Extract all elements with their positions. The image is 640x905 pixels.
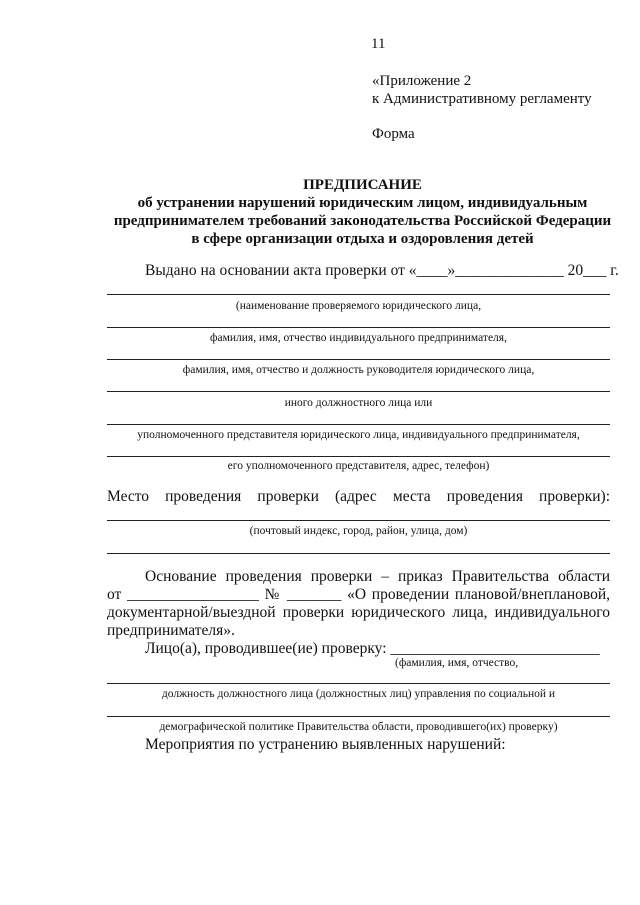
caption-inspector-name: (фамилия, имя, отчество, xyxy=(395,657,519,669)
document-title: ПРЕДПИСАНИЕ xyxy=(303,177,422,193)
caption-inspector-department: демографической политике Правительства области, проводившего(их) проверку) xyxy=(159,721,558,733)
issued-basis-line: Выдано на основании акта проверки от «____»______________ 20___ г. xyxy=(145,262,619,279)
document-subtitle-2: предпринимателем требований законодательства Российской Федерации xyxy=(113,213,612,229)
basis-line-3: документарной/выездной проверки юридического лица, индивидуального xyxy=(107,604,610,621)
caption-representative: уполномоченного представителя юридического лица, индивидуального предпринимателя, xyxy=(137,429,580,441)
appendix-line-2: к Административному регламенту xyxy=(372,91,592,107)
document-subtitle-1: об устранении нарушений юридическим лицом, индивидуальным xyxy=(137,195,588,211)
fill-line xyxy=(107,327,610,328)
fill-line xyxy=(107,456,610,457)
fill-line xyxy=(107,294,610,295)
fill-line xyxy=(107,520,610,521)
caption-address-phone: его уполномоченного представителя, адрес, телефон) xyxy=(227,460,490,472)
basis-line-2: от _________________ № _______ «О проведении плановой/внеплановой, xyxy=(107,586,610,603)
fill-line xyxy=(107,716,610,717)
basis-line-1: Основание проведения проверки – приказ Правительства области xyxy=(145,568,610,585)
form-label: Форма xyxy=(372,126,415,142)
fill-line xyxy=(107,359,610,360)
fill-line xyxy=(107,553,610,554)
measures-heading: Мероприятия по устранению выявленных нарушений: xyxy=(145,736,506,753)
appendix-line-1: «Приложение 2 xyxy=(372,73,472,89)
caption-postal-address: (почтовый индекс, город, район, улица, дом) xyxy=(249,525,468,537)
inspectors-line: Лицо(а), проводившее(ие) проверку: ___________________________ xyxy=(145,640,600,657)
caption-head-name: фамилия, имя, отчество и должность руководителя юридического лица, xyxy=(182,364,535,376)
caption-other-official: иного должностного лица или xyxy=(284,397,433,409)
basis-line-4: предпринимателя». xyxy=(107,622,235,639)
inspection-place-line: Место проведения проверки (адрес места проведения проверки): xyxy=(107,488,610,505)
caption-inspector-position: должность должностного лица (должностных лиц) управления по социальной и xyxy=(161,688,556,700)
document-subtitle-3: в сфере организации отдыха и оздоровления детей xyxy=(191,231,534,247)
fill-line xyxy=(107,424,610,425)
caption-entity-name: (наименование проверяемого юридического лица, xyxy=(235,300,482,312)
page-number: 11 xyxy=(371,36,386,52)
fill-line xyxy=(107,391,610,392)
caption-entrepreneur-name: фамилия, имя, отчество индивидуального предпринимателя, xyxy=(210,332,507,344)
fill-line xyxy=(107,683,610,684)
